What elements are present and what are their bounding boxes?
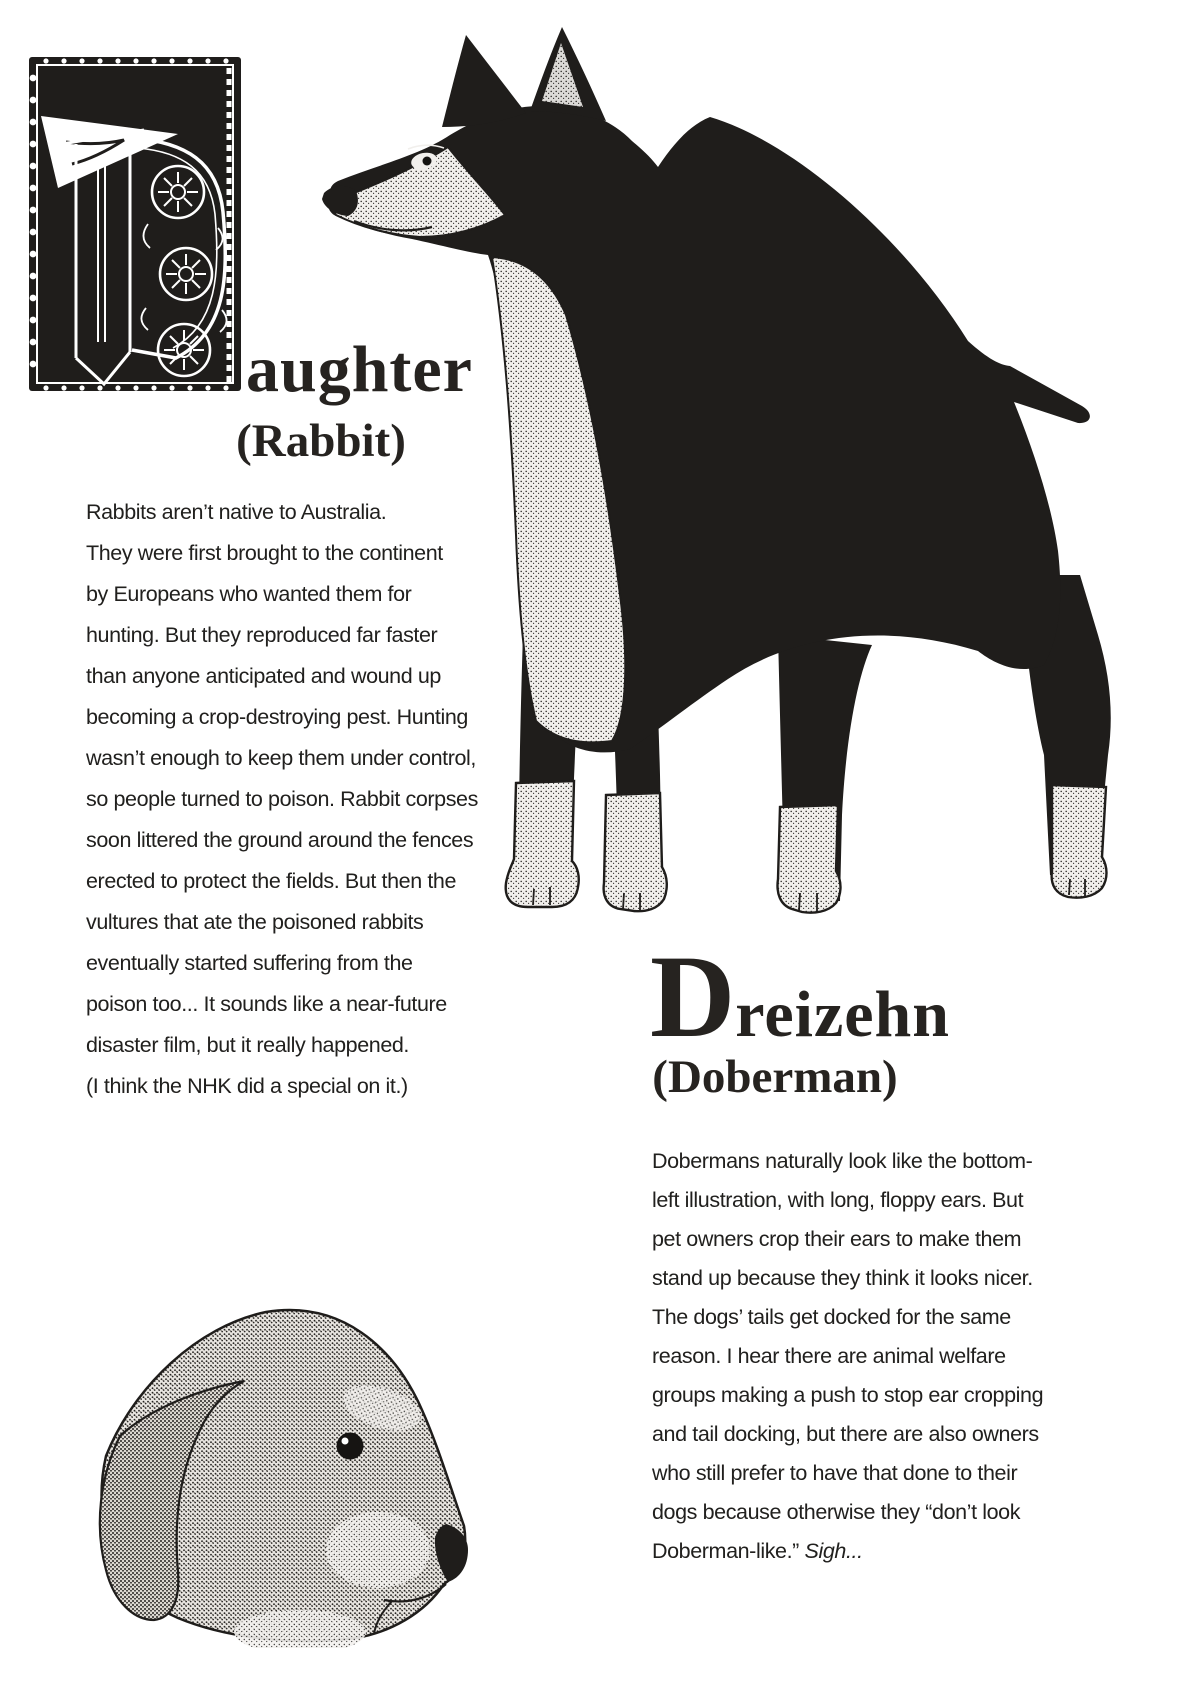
rabbit-section-title: aughter xyxy=(246,333,473,406)
text-line: The dogs’ tails get docked for the same xyxy=(652,1305,1011,1329)
text-line: than anyone anticipated and wound up xyxy=(86,664,441,688)
doberman-puppy-drawing xyxy=(48,1288,472,1648)
text-line: soon littered the ground around the fences xyxy=(86,828,474,852)
illuminated-initial-d-drawing xyxy=(26,52,248,397)
illuminated-initial-d xyxy=(26,52,248,397)
doberman-section-title xyxy=(650,931,950,1062)
text-line: so people turned to poison. Rabbit corpses xyxy=(86,787,478,811)
text-line: They were first brought to the continent xyxy=(86,541,443,565)
doberman-section-subtitle: (Doberman) xyxy=(652,1051,898,1103)
text-line: groups making a push to stop ear cropping xyxy=(652,1383,1044,1407)
rabbit-section-subtitle: (Rabbit) xyxy=(236,415,406,467)
text-line: Rabbits aren’t native to Australia. xyxy=(86,500,387,524)
doberman-title-initial: D xyxy=(650,931,736,1062)
text-line: vultures that ate the poisoned rabbits xyxy=(86,910,424,934)
doberman-title-rest: reizehn xyxy=(735,978,950,1051)
text-line: stand up because they think it looks nicer. xyxy=(652,1266,1033,1290)
text-line: and tail docking, but there are also owners xyxy=(652,1422,1039,1446)
doberman-paragraph-last-line xyxy=(652,1532,1092,1571)
doberman-adult-illustration xyxy=(320,15,1120,950)
doberman-puppy-illustration xyxy=(48,1288,472,1648)
text-line: Dobermans naturally look like the bottom- xyxy=(652,1149,1033,1173)
text-line: who still prefer to have that done to their xyxy=(652,1461,1018,1485)
doberman-adult-drawing xyxy=(320,15,1120,950)
text-line: (I think the NHK did a special on it.) xyxy=(86,1074,408,1098)
text-line: wasn’t enough to keep them under control, xyxy=(86,746,476,770)
text-line: left illustration, with long, floppy ears. But xyxy=(652,1188,1024,1212)
text-line: disaster film, but it really happened. xyxy=(86,1033,410,1057)
text-line: dogs because otherwise they “don’t look xyxy=(652,1500,1021,1524)
doberman-section-paragraph xyxy=(652,1142,1092,1532)
text-line: reason. I hear there are animal welfare xyxy=(652,1344,1006,1368)
text-line: becoming a crop-destroying pest. Hunting xyxy=(86,705,468,729)
text-line: erected to protect the fields. But then the xyxy=(86,869,457,893)
last-line-sigh: Sigh... xyxy=(804,1539,863,1563)
text-line: pet owners crop their ears to make them xyxy=(652,1227,1022,1251)
text-line: eventually started suffering from the xyxy=(86,951,413,975)
text-line: poison too... It sounds like a near-future xyxy=(86,992,447,1016)
text-line: by Europeans who wanted them for xyxy=(86,582,412,606)
text-line: hunting. But they reproduced far faster xyxy=(86,623,438,647)
last-line-normal: Doberman-like.” xyxy=(652,1539,805,1563)
